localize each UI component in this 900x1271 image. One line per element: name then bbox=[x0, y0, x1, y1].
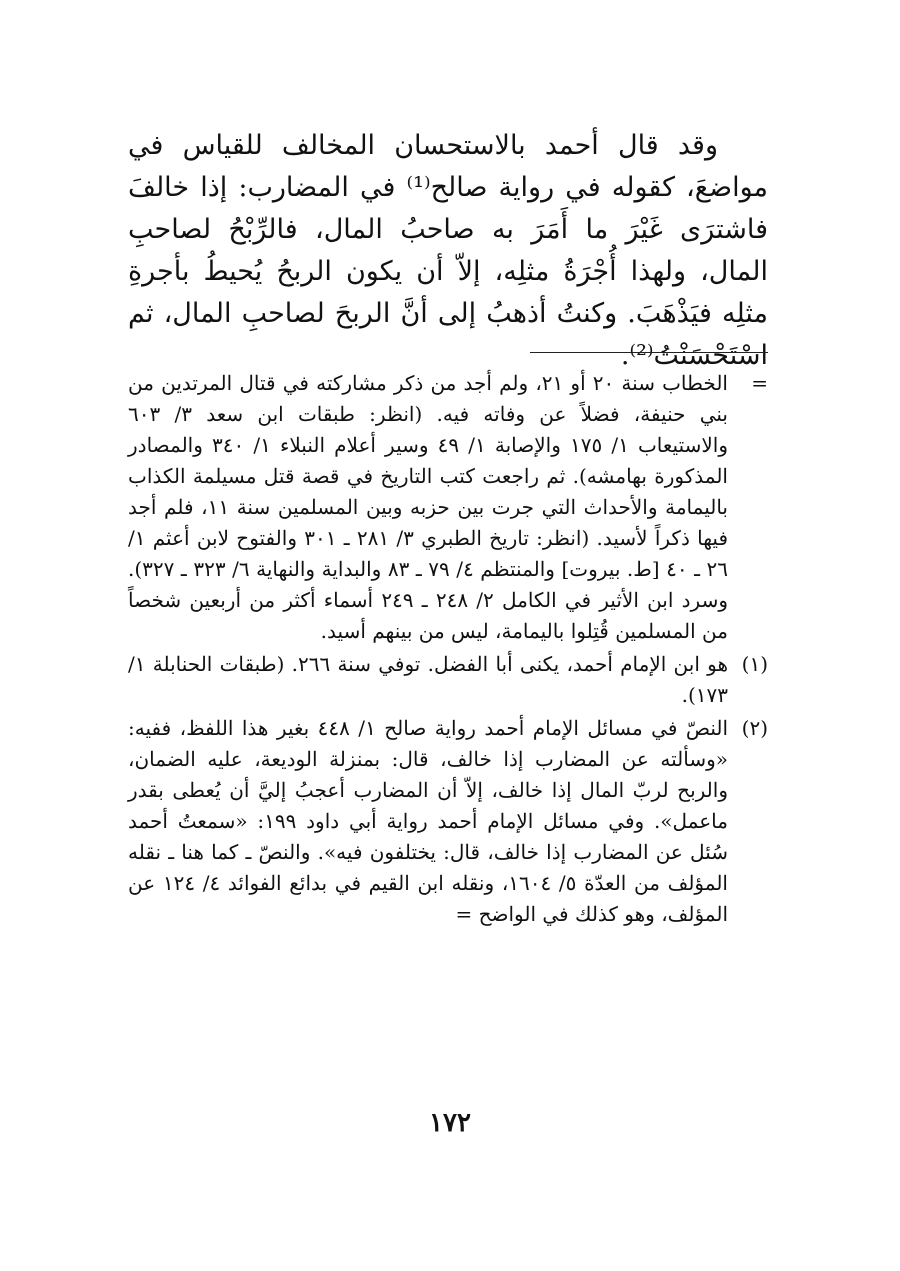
footnote-text: هو ابن الإمام أحمد، يكنى أبا الفضل. توفي سنة ٢٦٦. (طبقات الحنابلة ١/ ١٧٣). bbox=[128, 652, 728, 707]
footnote-2 bbox=[128, 713, 768, 930]
footnote-separator bbox=[530, 352, 768, 353]
main-text bbox=[128, 125, 768, 377]
footnotes bbox=[128, 368, 768, 932]
footnote-marker: (٢) bbox=[741, 716, 768, 740]
footnote-text: النصّ في مسائل الإمام أحمد رواية صالح ١/ ٤٤٨ بغير هذا اللفظ، ففيه: «وسألته عن المضارب إذا خالف، قال: بمنزلة الوديعة، عليه الضمان، والربح لربّ المال إذا خالف، إلاّ أن المضارب أعجبُ إليَّ أن يُعطى بقدر ماعمل». وفي مسائل الإمام أحمد رواية أبي داود ١٩٩: «سمعتُ أحمد سُئل عن المضارب إذا خالف، قال: يختلفون فيه». والنصّ ـ كما هنا ـ نقله المؤلف من العدّة ٥/ ١٦٠٤، ونقله ابن القيم في بدائع الفوائد ٤/ ١٢٤ عن المؤلف، وهو كذلك في الواضح = bbox=[128, 716, 729, 926]
main-paragraph: وقد قال أحمد بالاستحسان المخالف للقياس في مواضعَ، كقوله في رواية صالح⁽¹⁾ في المضارب: إذا خالفَ فاشترَى غَيْرَ ما أَمَرَ به صاحبُ المال، فالرِّبْحُ لصاحبِ المال، ولهذا أُجْرَةُ مثلِه، إلاّ أن يكون الربحُ يُحيطُ بأجرةِ مثلِه فيَذْهَبَ. وكنتُ أذهبُ إلى أنَّ الربحَ لصاحبِ المال، ثم اسْتَحْسَنْتُ⁽²⁾. bbox=[128, 130, 768, 371]
footnote-continued bbox=[128, 368, 768, 647]
footnote-text: الخطاب سنة ٢٠ أو ٢١، ولم أجد من ذكر مشاركته في قتال المرتدين من بني حنيفة، فضلاً عن وفاته فيه. (انظر: طبقات ابن سعد ٣/ ٦٠٣ والاستيعاب ١/ ١٧٥ والإصابة ١/ ٤٩ وسير أعلام النبلاء ١/ ٣٤٠ والمصادر المذكورة بهامشه). ثم راجعت كتب التاريخ في قصة قتل مسيلمة الكذاب باليمامة والأحداث التي جرت بين حزبه وبين المسلمين سنة ١١، فلم أجد فيها ذكراً لأسيد. (انظر: تاريخ الطبري ٣/ ٢٨١ ـ ٣٠١ والفتوح لابن أعثم ١/ ٢٦ ـ ٤٠ [ط. بيروت] والمنتظم ٤/ ٧٩ ـ ٨٣ والبداية والنهاية ٦/ ٣٢٣ ـ ٣٢٧). وسرد ابن الأثير في الكامل ٢/ ٢٤٨ ـ ٢٤٩ أسماء أكثر من أربعين شخصاً من المسلمين قُتِلوا باليمامة، ليس من بينهم أسيد. bbox=[128, 371, 729, 643]
footnote-marker: = bbox=[751, 371, 768, 395]
page-number: ١٧٢ bbox=[429, 1108, 471, 1138]
footnote-1 bbox=[128, 649, 768, 711]
footnote-marker: (١) bbox=[741, 652, 768, 676]
